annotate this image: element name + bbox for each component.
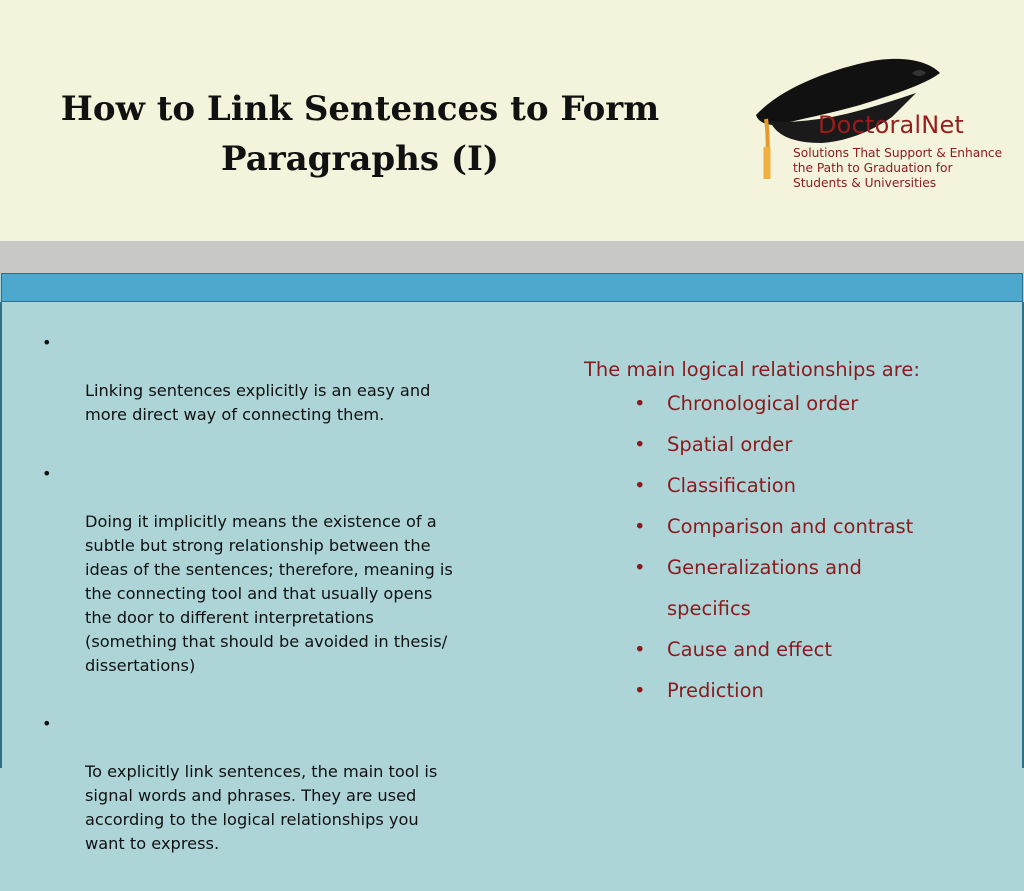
slide-body [0,302,1024,853]
bullet-icon: • [634,638,646,661]
list-item-text: Comparison and contrast [667,515,914,538]
list-item [42,462,512,678]
list-item-text: Linking sentences explicitly is an easy and more direct way of connecting them. [85,381,431,424]
list-item-text: Cause and effect [667,638,832,661]
logo-tagline-line: Students & Universities [793,176,937,190]
relationships-panel [584,357,1004,719]
bullet-icon: • [634,515,646,538]
doctoralnet-logo [752,55,1012,190]
accent-bar [1,273,1023,302]
list-item [42,331,512,427]
logo-tagline-line: Solutions That Support & Enhance [793,146,1003,160]
bullet-icon: • [634,679,646,702]
bullet-icon: • [42,714,52,733]
relationships-list [584,391,1004,719]
list-item-text: Prediction [667,679,764,702]
logo-brand-name: DoctoralNet [818,111,965,139]
list-item [584,473,1004,514]
list-item-text: Spatial order [667,433,793,456]
divider-band [0,241,1024,274]
list-item-text: Generalizations and [667,556,862,579]
list-item-text: Classification [667,474,797,497]
left-bullet-list [42,331,512,891]
list-item [42,712,512,856]
bullet-icon: • [42,333,52,352]
relationships-heading: The main logical relationships are: [584,358,920,381]
bullet-icon: • [634,556,646,579]
slide-title-line-2: Paragraphs (I) [221,139,499,179]
list-item [584,432,1004,473]
list-item [584,391,1004,432]
list-item [584,555,1004,596]
logo-tagline [793,146,1013,191]
bullet-icon: • [42,464,52,483]
list-item-text: Chronological order [667,392,859,415]
bullet-icon: • [634,474,646,497]
slide-title [40,84,680,184]
bullet-icon: • [634,392,646,415]
slide-title-line-1: How to Link Sentences to Form [60,89,660,129]
list-item-text: Doing it implicitly means the existence of a subtle but strong relationship between the ideas of the sentences; therefore, meaning is the connecting tool and that usually opens the door to different interpretations (something that should be avoided in thesis/ dissertations) [85,512,453,675]
list-item [584,514,1004,555]
logo-tagline-line: the Path to Graduation for [793,161,953,175]
list-item [584,637,1004,678]
slide-header [0,0,1024,241]
list-item-text: specifics [667,597,751,620]
list-item-continuation [584,596,1004,637]
list-item [584,678,1004,719]
bullet-icon: • [634,433,646,456]
list-item-text: To explicitly link sentences, the main tool is signal words and phrases. They are used according to the logical relationships you want to express. [85,762,438,853]
